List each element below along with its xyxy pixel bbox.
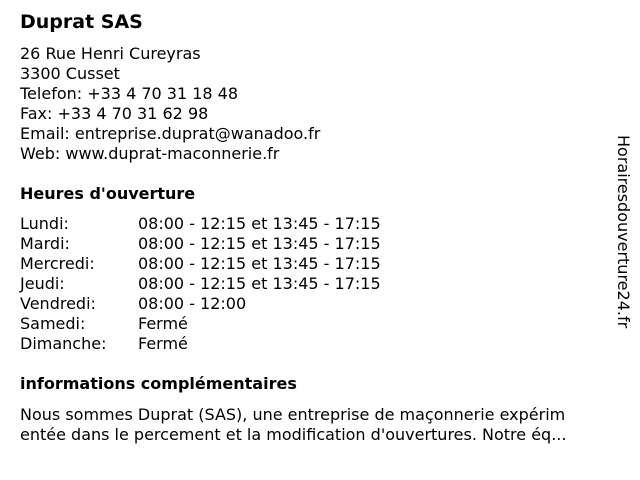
time-value: Fermé [138,334,188,353]
hours-row-thursday [20,274,440,294]
time-value: 08:00 - 12:15 et 13:45 - 17:15 [138,214,381,233]
description-line: entée dans le percement et la modification d'ouvertures. Notre éq... [20,425,567,444]
description-text [20,405,620,445]
day-label: Vendredi: [20,294,96,313]
hours-row-saturday [20,314,440,334]
hours-row-tuesday [20,234,440,254]
time-value: 08:00 - 12:00 [138,294,247,313]
fax-text: Fax: +33 4 70 31 62 98 [20,104,209,123]
email-text: Email: entreprise.duprat@wanadoo.fr [20,124,321,143]
hours-row-sunday [20,334,440,354]
time-value: 08:00 - 12:15 et 13:45 - 17:15 [138,254,381,273]
time-value: 08:00 - 12:15 et 13:45 - 17:15 [138,274,381,293]
day-label: Samedi: [20,314,86,333]
website-text: Web: www.duprat-maconnerie.fr [20,144,280,163]
additional-info-heading: informations complémentaires [20,374,297,393]
side-brand-watermark: Horairesdouverture24.fr [614,135,633,329]
day-label: Mercredi: [20,254,95,273]
address-street: 26 Rue Henri Cureyras [20,44,201,63]
day-label: Mardi: [20,234,70,253]
hours-row-wednesday [20,254,440,274]
hours-row-friday [20,294,440,314]
description-line: Nous sommes Duprat (SAS), une entreprise de maçonnerie expérim [20,405,566,424]
phone-text: Telefon: +33 4 70 31 18 48 [20,84,239,103]
time-value: 08:00 - 12:15 et 13:45 - 17:15 [138,234,381,253]
address-city: 3300 Cusset [20,64,120,83]
opening-hours-heading: Heures d'ouverture [20,184,196,203]
opening-hours-table [20,214,440,354]
hours-row-monday [20,214,440,234]
day-label: Jeudi: [20,274,65,293]
day-label: Lundi: [20,214,69,233]
time-value: Fermé [138,314,188,333]
business-name: Duprat SAS [20,11,143,33]
day-label: Dimanche: [20,334,107,353]
contact-block [20,44,320,164]
